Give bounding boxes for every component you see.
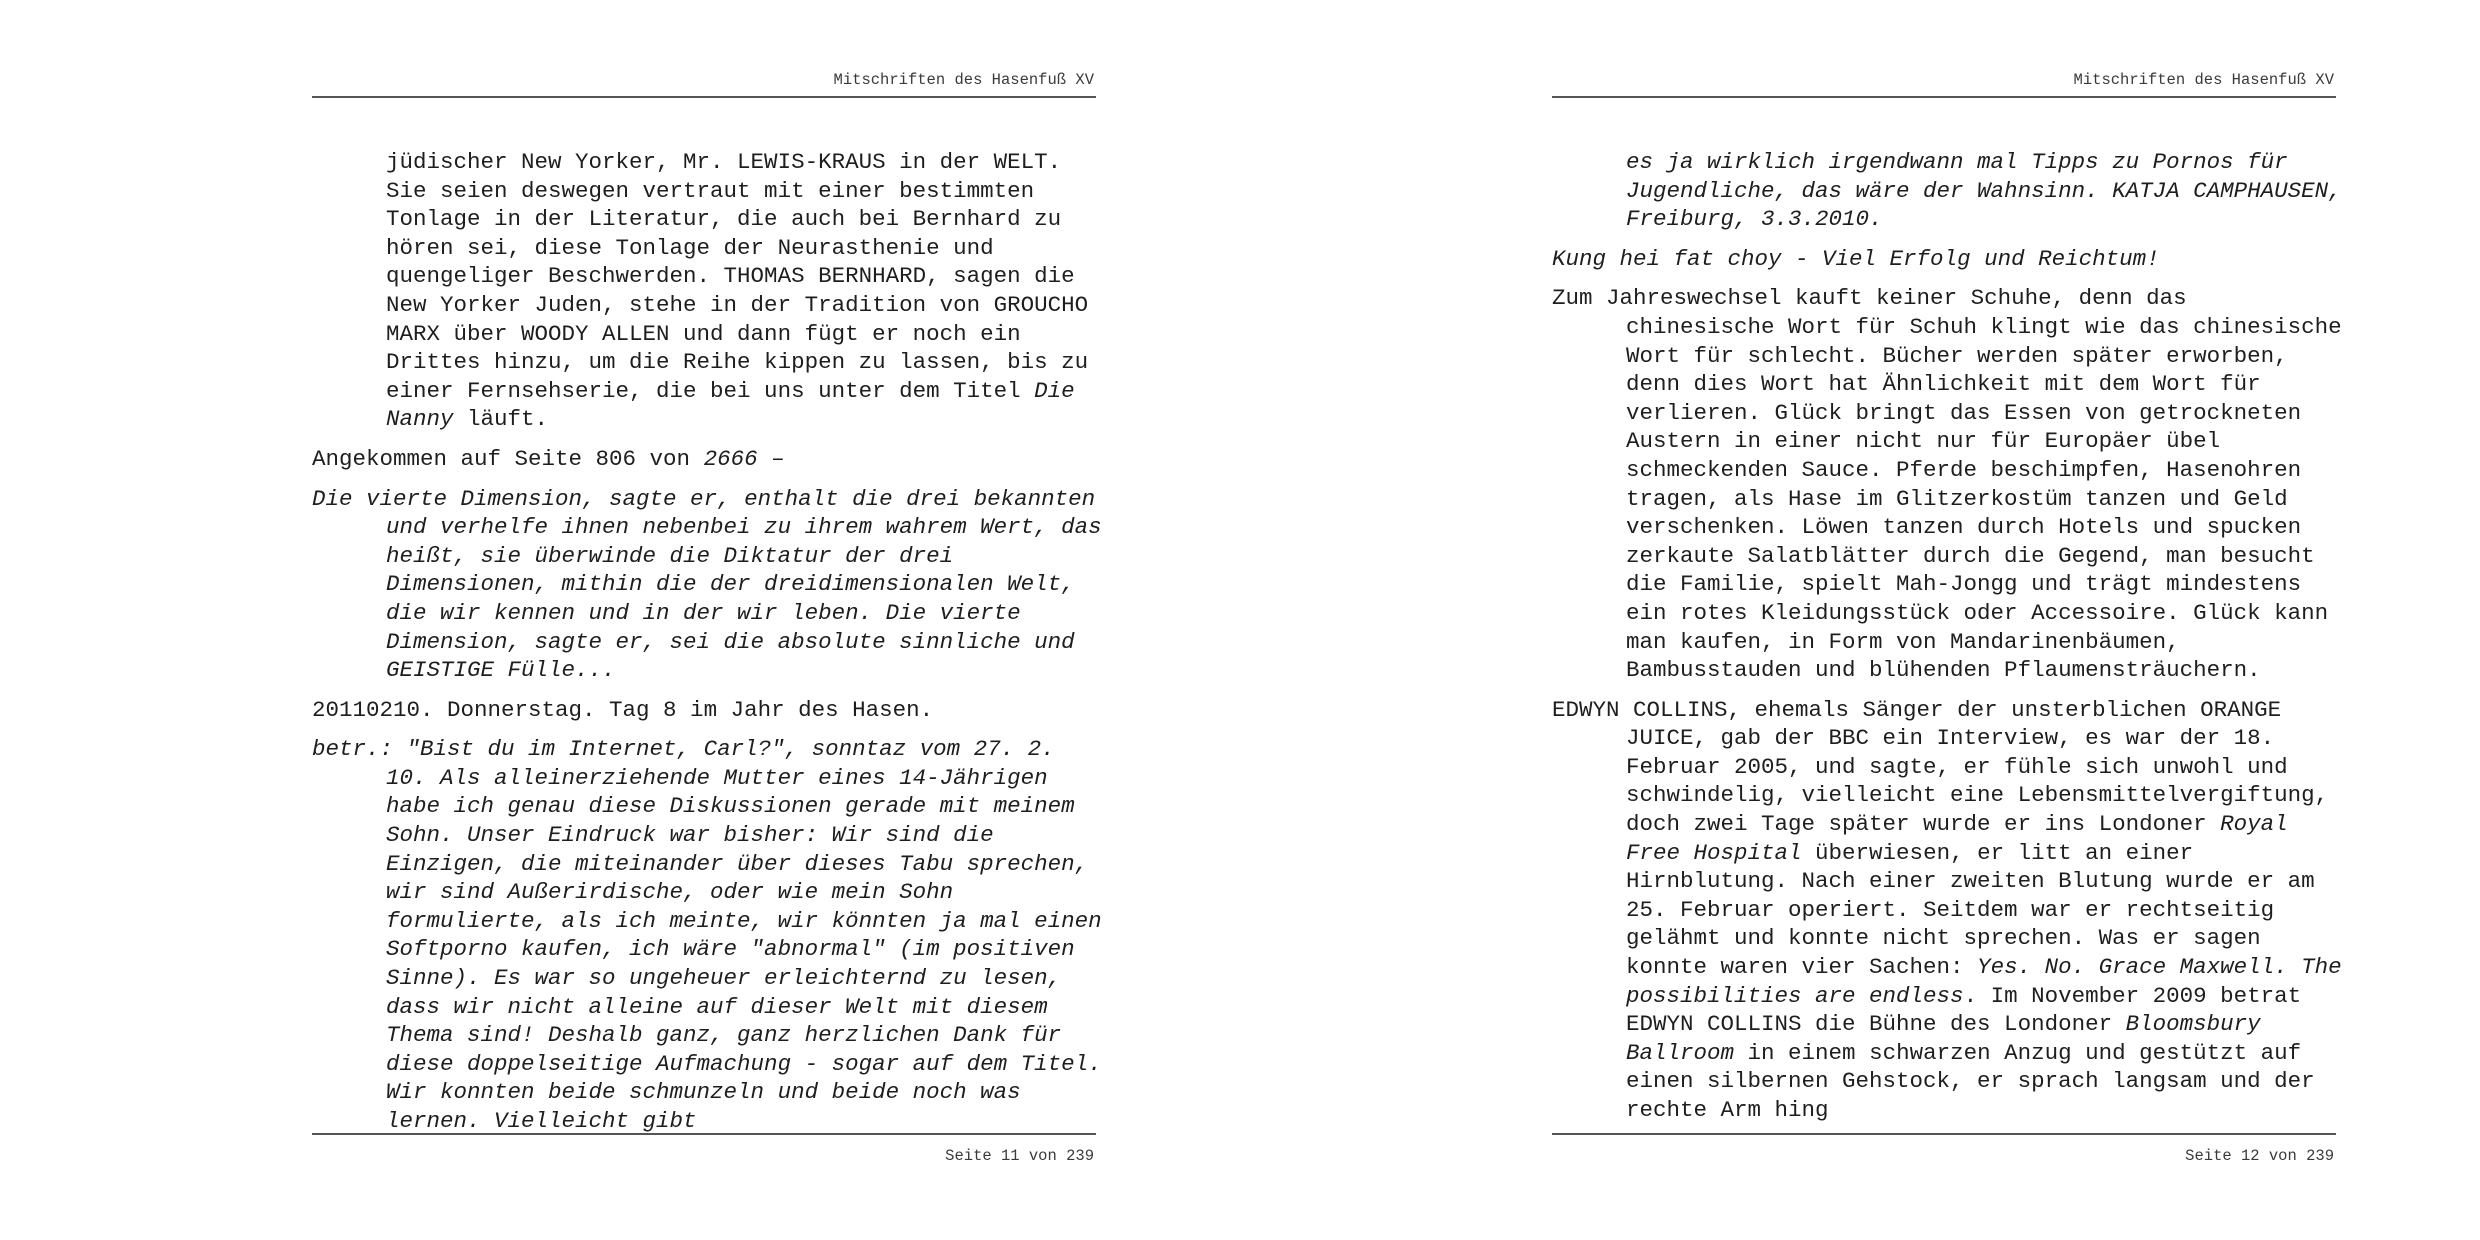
header-divider bbox=[1552, 96, 2336, 98]
header-divider bbox=[312, 96, 1096, 98]
paragraph-text: Angekommen auf Seite 806 von bbox=[312, 445, 691, 472]
page-header: Mitschriften des Hasenfuß XV bbox=[833, 71, 1094, 89]
paragraph-text-end: läuft. bbox=[467, 406, 549, 433]
paragraph: Zum Jahreswechsel kauft keiner Schuhe, denn das chinesische Wort für Schuh klingt wie das chinesische Wort für schlecht. Bücher werden später erworben, denn dies Wort hat Ähnlichkeit mit dem Wort für verlieren. Glück bringt das Essen von getrockneten Austern in einer nicht nur für Europäer übel schmeckenden Sauce. Pferde beschimpfen, Hasenohren tragen, als Hase im Glitzerkostüm tanzen und Geld verschenken. Löwen tanzen durch Hotels und spucken zerkaute Salatblätter durch die Gegend, man besucht die Familie, spielt Mah-Jongg und trägt mindestens ein rotes Kleidungsstück oder Accessoire. Glück kann man kaufen, in Form von Mandarinenbäumen, Bambusstauden und blühenden Pflaumensträuchern. bbox=[1552, 285, 2342, 684]
book-title: 2666 bbox=[703, 445, 758, 472]
letter-quote: betr.: "Bist du im Internet, Carl?", sonntaz vom 27. 2. 10. Als alleinerziehende Mutter eines 14-Jährigen habe ich genau diese Diskussionen gerade mit meinem Sohn. Unser Eindruck war bisher: Wir sind die Einzigen, die miteinander über dieses Tabu sprechen, wir sind Außerirdische, oder wie mein Sohn formulierte, als ich meinte, wir könnten ja mal einen Softporno kaufen, ich wäre "abnormal" (im positiven Sinne). Es war so ungeheuer erleichternd zu lesen, dass wir nicht alleine auf dieser Welt mit diesem Thema sind! Deshalb ganz, ganz herzlichen Dank für diese doppelseitige Aufmachung - sogar auf dem Titel. Wir konnten beide schmunzeln und beide noch was lernen. Vielleicht gibt bbox=[312, 736, 1102, 1134]
paragraph bbox=[1552, 696, 2342, 1125]
page-body bbox=[312, 148, 1102, 1147]
letter-quote-continued: es ja wirklich irgendwann mal Tipps zu Pornos für Jugendliche, das wäre der Wahnsinn. KATJA CAMPHAUSEN, Freiburg, 3.3.2010. bbox=[1626, 149, 2342, 233]
footer-divider bbox=[1552, 1133, 2336, 1135]
hospital-name: Royal Free Hospital bbox=[1626, 811, 2288, 866]
paragraph bbox=[312, 148, 1102, 434]
footer-divider bbox=[312, 1133, 1096, 1135]
paragraph-quote: Die vierte Dimension, sagte er, enthalt die drei bekannten und verhelfe ihnen nebenbei zu ihrem wahrem Wert, das heißt, sie überwinde die Diktatur der drei Dimensionen, mithin die der dreidimensionalen Welt, die wir kennen und in der wir leben. Die vierte Dimension, sagte er, sei die absolute sinnliche und GEISTIGE Fülle... bbox=[312, 485, 1102, 684]
paragraph-text: EDWYN COLLINS, ehemals Sänger der unsterblichen ORANGE JUICE, gab der BBC ein Interview, es war der 18. Februar 2005, und sagte, er fühle sich unwohl und schwindelig, vielleicht eine Lebensmittelvergiftung, doch zwei Tage später wurde er ins Londoner bbox=[1552, 696, 2329, 838]
right-page bbox=[1240, 0, 2480, 1240]
paragraph-text: . Im November 2009 betrat EDWYN COLLINS die Bühne des Londoner bbox=[1626, 982, 2302, 1038]
venue-name: Bloomsbury Ballroom bbox=[1626, 1011, 2261, 1066]
paragraph-text: jüdischer New Yorker, Mr. LEWIS-KRAUS in der WELT. Sie seien deswegen vertraut mit einer bestimmten Tonlage in der Literatur, die auch bei Bernhard zu hören sei, diese Tonlage der Neurasthenie und quengeliger Beschwerden. THOMAS BERNHARD, sagen die New Yorker Juden, stehe in der Tradition von GROUCHO MARX über WOODY ALLEN und dann fügt er noch ein Drittes hinzu, um die Reihe kippen zu lassen, bis zu einer Fernsehserie, die bei uns unter dem Titel bbox=[386, 149, 1089, 404]
paragraph-text: in einem schwarzen Anzug und gestützt auf einen silbernen Gehstock, er sprach langsam und der rechte Arm hing bbox=[1626, 1039, 2315, 1123]
dash: – bbox=[771, 445, 785, 472]
page-body bbox=[1552, 148, 2342, 1136]
tv-title: Die Nanny bbox=[386, 377, 1075, 433]
page-number: Seite 12 von 239 bbox=[2185, 1147, 2334, 1165]
paragraph bbox=[312, 445, 1102, 474]
paragraph-text: überwiesen, er litt an einer Hirnblutung. Nach einer zweiten Blutung wurde er am 25. Februar operiert. Seitdem war er rechtseitig gelähmt und konnte nicht sprechen. Was er sagen konnte waren vier Sachen: bbox=[1626, 839, 2315, 981]
date-entry: 20110210. Donnerstag. Tag 8 im Jahr des Hasen. bbox=[312, 696, 934, 723]
page-number: Seite 11 von 239 bbox=[945, 1147, 1094, 1165]
spoken-words: Yes. No. Grace Maxwell. The possibilities are endless bbox=[1626, 954, 2342, 1009]
page-header: Mitschriften des Hasenfuß XV bbox=[2073, 71, 2334, 89]
paragraph-heading: Kung hei fat choy - Viel Erfolg und Reichtum! bbox=[1552, 245, 2160, 272]
